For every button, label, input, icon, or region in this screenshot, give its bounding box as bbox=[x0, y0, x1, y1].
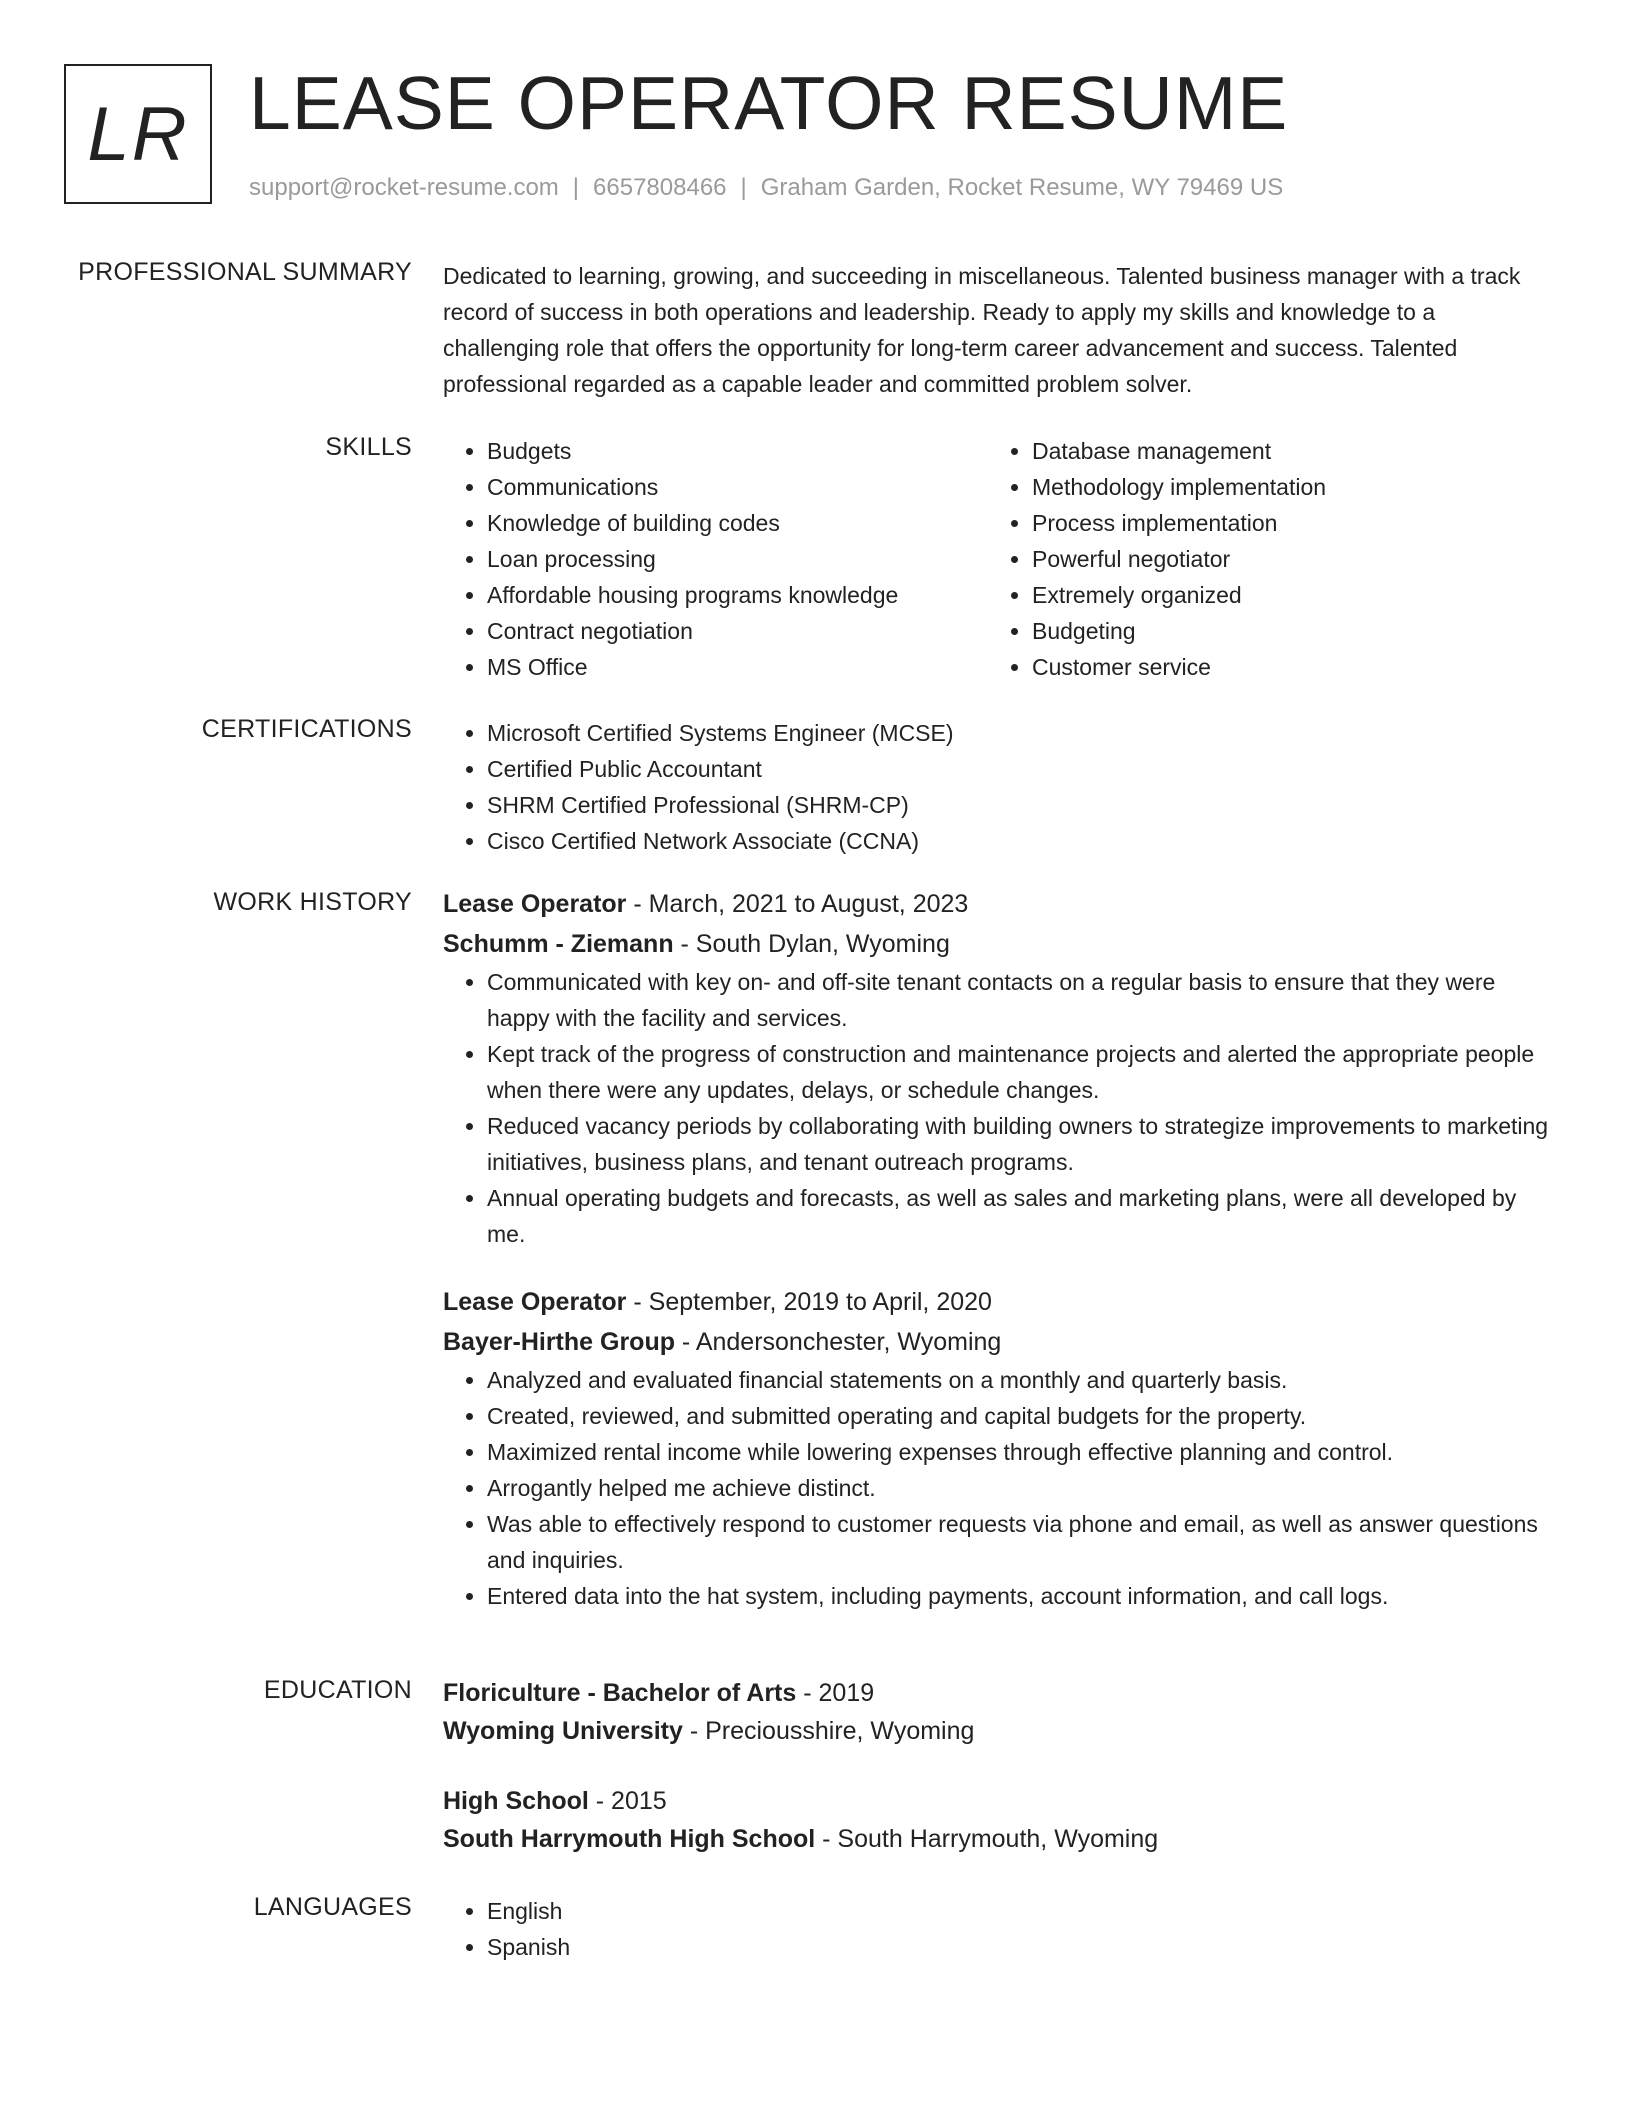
skill-item: • MS Office bbox=[487, 649, 988, 685]
job-title: Lease Operator bbox=[443, 890, 627, 918]
education-year: - 2015 bbox=[588, 1787, 667, 1815]
certification-item: • Microsoft Certified Systems Engineer (MCSE) bbox=[487, 715, 1553, 751]
job-company-line bbox=[443, 1322, 1553, 1362]
skill-item: • Budgeting bbox=[1032, 613, 1533, 649]
languages-body bbox=[443, 1893, 1553, 1965]
certification-item: • Certified Public Accountant bbox=[487, 751, 1553, 787]
language-item: • English bbox=[487, 1893, 1553, 1929]
skills-list-right bbox=[988, 433, 1533, 685]
job-bullet: • Annual operating budgets and forecasts, as well as sales and marketing plans, were all developed by me. bbox=[487, 1180, 1553, 1252]
education-degree-line bbox=[443, 1782, 1553, 1820]
certification-item: • SHRM Certified Professional (SHRM-CP) bbox=[487, 787, 1553, 823]
contact-phone[interactable]: 6657808466 bbox=[593, 174, 727, 201]
skill-item: • Methodology implementation bbox=[1032, 469, 1533, 505]
summary-text: Dedicated to learning, growing, and succeeding in miscellaneous. Talented business manager with a track record of success in both operations and leadership. Ready to apply my skills and knowledge to a challenging role that offers the opportunity for long-term career advancement and success. Talented professional regarded as a capable leader and committed problem solver. bbox=[443, 263, 1521, 397]
education-body bbox=[443, 1674, 1553, 1858]
job-title-line bbox=[443, 884, 1553, 924]
skill-item: • Extremely organized bbox=[1032, 577, 1533, 613]
page-title: LEASE OPERATOR RESUME bbox=[249, 61, 1289, 145]
education-degree: High School bbox=[443, 1787, 589, 1815]
education-school: Wyoming University bbox=[443, 1717, 683, 1745]
skill-item: • Communications bbox=[487, 469, 988, 505]
job-location: - Andersonchester, Wyoming bbox=[674, 1328, 1002, 1356]
job-title-line bbox=[443, 1282, 1553, 1322]
job-entry bbox=[443, 884, 1553, 1252]
contact-separator: | bbox=[740, 174, 747, 201]
skill-item: • Contract negotiation bbox=[487, 613, 988, 649]
skill-item: • Knowledge of building codes bbox=[487, 505, 988, 541]
languages-list bbox=[443, 1893, 1553, 1965]
education-entry bbox=[443, 1674, 1553, 1750]
job-bullet: • Was able to effectively respond to customer requests via phone and email, as well as answer questions and inquiries. bbox=[487, 1506, 1553, 1578]
job-company: Bayer-Hirthe Group bbox=[443, 1328, 675, 1356]
education-location: - South Harrymouth, Wyoming bbox=[815, 1825, 1159, 1853]
section-label-education: EDUCATION bbox=[263, 1676, 412, 1704]
job-bullet: • Communicated with key on- and off-site tenant contacts on a regular basis to ensure that they were happy with the facility and services. bbox=[487, 964, 1553, 1036]
job-title: Lease Operator bbox=[443, 1288, 627, 1316]
job-bullet: • Reduced vacancy periods by collaborating with building owners to strategize improvements to marketing initiatives, business plans, and tenant outreach programs. bbox=[487, 1108, 1553, 1180]
skills-body bbox=[443, 433, 1553, 685]
skill-item: • Loan processing bbox=[487, 541, 988, 577]
contact-email[interactable]: support@rocket-resume.com bbox=[249, 174, 559, 201]
job-dates: - September, 2019 to April, 2020 bbox=[626, 1288, 992, 1316]
job-company-line bbox=[443, 924, 1553, 964]
section-label-skills: SKILLS bbox=[325, 433, 412, 461]
language-item: • Spanish bbox=[487, 1929, 1553, 1965]
certification-item: • Cisco Certified Network Associate (CCNA) bbox=[487, 823, 1553, 859]
skill-item: • Database management bbox=[1032, 433, 1533, 469]
job-dates: - March, 2021 to August, 2023 bbox=[626, 890, 969, 918]
monogram-logo: LR bbox=[64, 64, 212, 204]
section-label-certifications: CERTIFICATIONS bbox=[201, 715, 412, 743]
certifications-body bbox=[443, 715, 1553, 859]
job-bullet: • Arrogantly helped me achieve distinct. bbox=[487, 1470, 1553, 1506]
education-location: - Preciousshire, Wyoming bbox=[682, 1717, 975, 1745]
education-school-line bbox=[443, 1712, 1553, 1750]
job-company: Schumm - Ziemann bbox=[443, 930, 674, 958]
summary-body bbox=[443, 258, 1553, 402]
section-label-languages: LANGUAGES bbox=[253, 1893, 412, 1921]
skills-list-left bbox=[443, 433, 988, 685]
skill-item: • Process implementation bbox=[1032, 505, 1533, 541]
skill-item: • Powerful negotiator bbox=[1032, 541, 1533, 577]
job-bullet: • Maximized rental income while lowering expenses through effective planning and control. bbox=[487, 1434, 1553, 1470]
job-bullet: • Created, reviewed, and submitted operating and capital budgets for the property. bbox=[487, 1398, 1553, 1434]
education-school-line bbox=[443, 1820, 1553, 1858]
education-school: South Harrymouth High School bbox=[443, 1825, 816, 1853]
job-location: - South Dylan, Wyoming bbox=[673, 930, 950, 958]
contact-address: Graham Garden, Rocket Resume, WY 79469 US bbox=[760, 174, 1284, 201]
contact-separator: | bbox=[572, 174, 580, 201]
contact-line bbox=[249, 174, 1283, 202]
certifications-list bbox=[443, 715, 1553, 859]
job-bullet: • Analyzed and evaluated financial statements on a monthly and quarterly basis. bbox=[487, 1362, 1553, 1398]
section-label-work-history: WORK HISTORY bbox=[213, 888, 412, 916]
education-year: - 2019 bbox=[796, 1679, 875, 1707]
job-entry bbox=[443, 1282, 1553, 1614]
job-bullet-list bbox=[443, 1362, 1553, 1614]
education-degree: Floriculture - Bachelor of Arts bbox=[443, 1679, 797, 1707]
skill-item: • Customer service bbox=[1032, 649, 1533, 685]
skill-item: • Budgets bbox=[487, 433, 988, 469]
education-degree-line bbox=[443, 1674, 1553, 1712]
resume-header bbox=[64, 61, 1584, 214]
job-bullet: • Kept track of the progress of construction and maintenance projects and alerted the appropriate people when there were any updates, delays, or schedule changes. bbox=[487, 1036, 1553, 1108]
job-bullet-list bbox=[443, 964, 1553, 1252]
education-entry bbox=[443, 1782, 1553, 1858]
job-bullet: • Entered data into the hat system, including payments, account information, and call logs. bbox=[487, 1578, 1553, 1614]
section-label-summary: PROFESSIONAL SUMMARY bbox=[78, 258, 412, 286]
skill-item: • Affordable housing programs knowledge bbox=[487, 577, 988, 613]
work-history-body bbox=[443, 884, 1553, 1614]
